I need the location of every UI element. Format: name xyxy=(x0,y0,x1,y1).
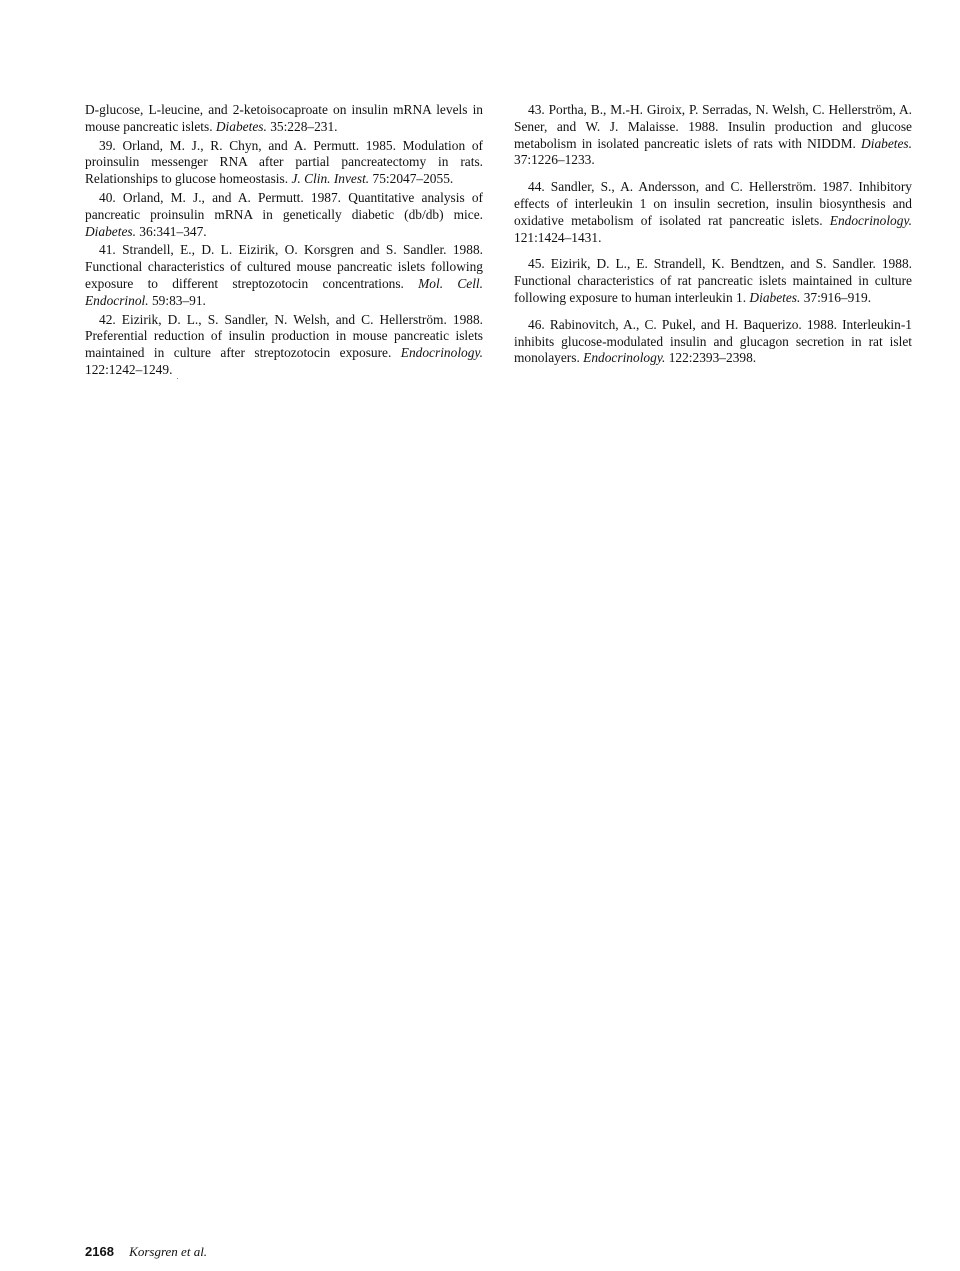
reference-citation: 35:228–231. xyxy=(266,118,338,134)
reference-journal: Diabetes. xyxy=(215,118,267,134)
reference-journal: Diabetes. xyxy=(85,223,136,239)
reference-citation: 59:83–91. xyxy=(148,292,206,308)
reference-text: 44. Sandler, S., A. Andersson, and C. Hellerström. 1987. Inhibitory effects of interleukin 1 on insulin secretion, insulin biosynthesis and oxidative metabolism of isolated rat pancreatic islets. xyxy=(514,179,912,228)
reference-column-right xyxy=(514,102,912,377)
reference-entry xyxy=(514,179,912,246)
reference-text: 43. Portha, B., M.-H. Giroix, P. Serradas, N. Welsh, C. Hellerström, A. Sener, and W. J. Malaisse. 1988. Insulin production and glucose metabolism in isolated pancreatic islets of rats with NIDDM. xyxy=(514,102,912,151)
reference-text: 42. Eizirik, D. L., S. Sandler, N. Welsh, and C. Hellerström. 1988. Preferential reduction of insulin production in mouse pancreatic islets maintained in culture after streptozotocin exposure. xyxy=(85,311,483,361)
reference-journal: Endocrinology. xyxy=(583,350,666,366)
reference-journal: Mol. Cell. Endocrinol. xyxy=(85,275,483,308)
reference-entry xyxy=(514,317,912,367)
page-footer xyxy=(85,1244,207,1260)
reference-entry xyxy=(85,190,483,240)
reference-text: 40. Orland, M. J., and A. Permutt. 1987. Quantitative analysis of pancreatic proinsulin mRNA in genetically diabetic (db/db) mice. xyxy=(85,189,483,222)
reference-journal: Diabetes. xyxy=(749,289,801,305)
reference-citation: 36:341–347. xyxy=(135,223,207,239)
page-number: 2168 xyxy=(85,1244,114,1259)
reference-journal: Diabetes. xyxy=(861,135,912,151)
reference-journal: Endocrinology. xyxy=(400,345,483,361)
reference-text: 39. Orland, M. J., R. Chyn, and A. Permutt. 1985. Modulation of proinsulin messenger RNA after partial pancreatectomy in rats. Relationships to glucose homeostasis. xyxy=(85,137,483,187)
reference-text: 45. Eizirik, D. L., E. Strandell, K. Bendtzen, and S. Sandler. 1988. Functional characteristics of rat pancreatic islets maintained in culture following exposure to human interleukin 1. xyxy=(514,256,912,305)
reference-citation: 37:916–919. xyxy=(800,289,872,305)
reference-text: 41. Strandell, E., D. L. Eizirik, O. Korsgren and S. Sandler. 1988. Functional characteristics of cultured mouse pancreatic islets following exposure to different streptozotocin concentrations. xyxy=(85,242,483,291)
reference-entry xyxy=(85,138,483,188)
reference-citation: 122:1242–1249. xyxy=(85,361,173,377)
reference-entry xyxy=(514,256,912,306)
reference-entry xyxy=(514,102,912,169)
reference-column-left xyxy=(85,102,483,381)
reference-text: 46. Rabinovitch, A., C. Pukel, and H. Baquerizo. 1988. Interleukin-1 inhibits glucose-modulated insulin and glucagon secretion in rat islet monolayers. xyxy=(514,316,912,366)
reference-citation: 37:1226–1233. xyxy=(514,152,595,168)
reference-citation: 75:2047–2055. xyxy=(369,171,454,187)
reference-entry xyxy=(85,102,483,136)
print-speck xyxy=(177,378,178,379)
reference-entry xyxy=(85,242,483,309)
running-head: Korsgren et al. xyxy=(129,1244,208,1259)
reference-citation: 121:1424–1431. xyxy=(514,229,602,245)
reference-text: D-glucose, L-leucine, and 2-ketoisocaproate on insulin mRNA levels in mouse pancreatic islets. xyxy=(85,102,483,134)
reference-entry xyxy=(85,312,483,379)
reference-journal: Endocrinology. xyxy=(829,212,912,228)
reference-journal: J. Clin. Invest. xyxy=(291,171,370,187)
reference-citation: 122:2393–2398. xyxy=(665,350,757,366)
